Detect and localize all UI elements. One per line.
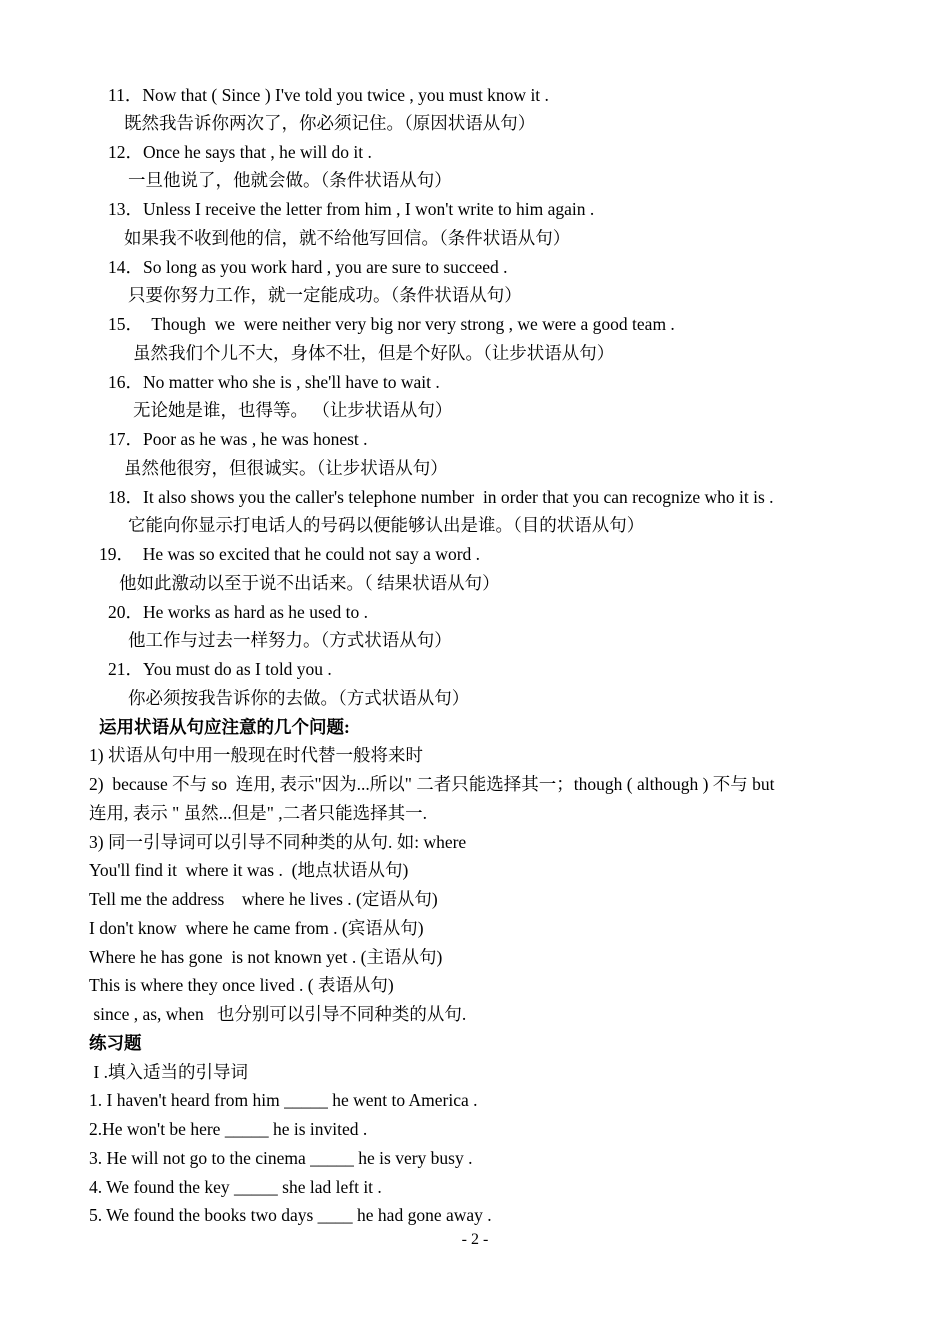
example-en: 16．No matter who she is , she'll have to wait .	[108, 372, 440, 392]
example-zh: 既然我告诉你两次了，你必须记住。（原因状语从句）	[124, 113, 536, 133]
exercise-subheading: I .填入适当的引导词	[89, 1062, 248, 1082]
note-line: This is where they once lived . ( 表语从句)	[89, 975, 394, 995]
note-line: 3) 同一引导词可以引导不同种类的从句. 如: where	[89, 832, 467, 852]
example-zh: 他工作与过去一样努力。（方式状语从句）	[128, 630, 452, 650]
example-zh: 你必须按我告诉你的去做。（方式状语从句）	[128, 688, 470, 708]
example-zh: 一旦他说了，他就会做。（条件状语从句）	[128, 170, 452, 190]
example-zh: 虽然他很穷，但很诚实。（让步状语从句）	[124, 458, 448, 478]
example-en: 17．Poor as he was , he was honest .	[108, 429, 368, 449]
note-line: Tell me the address where he lives . (定语从句)	[89, 889, 438, 909]
example-en: 11．Now that ( Since ) I've told you twice , you must know it .	[108, 85, 549, 105]
note-line: Where he has gone is not known yet . (主语从句)	[89, 947, 443, 967]
example-en: 14．So long as you work hard , you are sure to succeed .	[108, 257, 508, 277]
example-zh: 只要你努力工作，就一定能成功。（条件状语从句）	[128, 285, 522, 305]
example-zh: 虽然我们个儿不大，身体不壮，但是个好队。（让步状语从句）	[133, 343, 615, 363]
exercise-item: 2.He won't be here _____ he is invited .	[89, 1119, 368, 1139]
example-zh: 它能向你显示打电话人的号码以便能够认出是谁。（目的状语从句）	[128, 515, 645, 535]
exercise-heading: 练习题	[89, 1033, 142, 1053]
note-line: 2) because 不与 so 连用, 表示"因为...所以" 二者只能选择其一；though ( although ) 不与 but	[89, 774, 775, 794]
exercise-item: 4. We found the key _____ she lad left it .	[89, 1177, 382, 1197]
page-number: - 2 -	[461, 1231, 489, 1248]
notes-heading: 运用状语从句应注意的几个问题:	[99, 717, 350, 737]
example-en: 20．He works as hard as he used to .	[108, 602, 369, 622]
example-en: 12．Once he says that , he will do it .	[108, 142, 372, 162]
example-en: 18．It also shows you the caller's telephone number in order that you can recognize who it is .	[108, 487, 774, 507]
note-line: since , as, when 也分别可以引导不同种类的从句.	[89, 1004, 467, 1024]
example-en: 15． Though we were neither very big nor very strong , we were a good team .	[108, 314, 675, 334]
example-en: 19． He was so excited that he could not say a word .	[99, 544, 481, 564]
example-zh: 无论她是谁，也得等。 （让步状语从句）	[133, 400, 453, 420]
example-zh: 如果我不收到他的信，就不给他写回信。（条件状语从句）	[124, 228, 571, 248]
exercise-item: 5. We found the books two days ____ he had gone away .	[89, 1205, 492, 1225]
example-en: 13．Unless I receive the letter from him , I won't write to him again .	[108, 199, 595, 219]
example-zh: 他如此激动以至于说不出话来。（ 结果状语从句）	[119, 573, 500, 593]
note-line: 1) 状语从句中用一般现在时代替一般将来时	[89, 745, 423, 765]
note-line: I don't know where he came from . (宾语从句)	[89, 918, 424, 938]
example-en: 21．You must do as I told you .	[108, 659, 332, 679]
note-line: 连用, 表示 " 虽然...但是" ,二者只能选择其一.	[89, 803, 428, 823]
exercise-item: 1. I haven't heard from him _____ he went to America .	[89, 1090, 478, 1110]
note-line: You'll find it where it was . (地点状语从句)	[89, 860, 409, 880]
exercise-item: 3. He will not go to the cinema _____ he is very busy .	[89, 1148, 473, 1168]
